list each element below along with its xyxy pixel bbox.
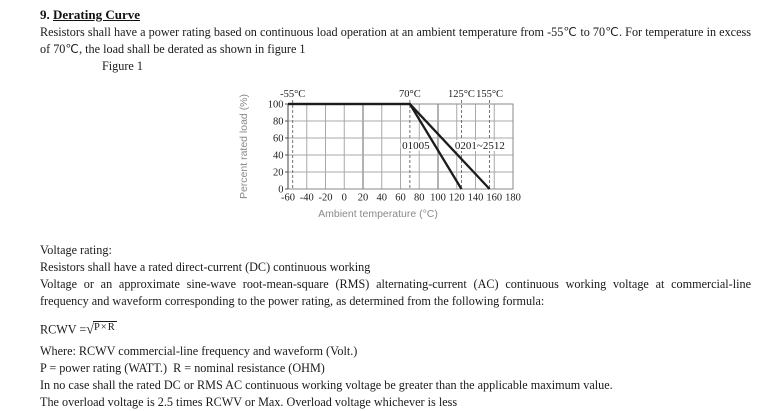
voltage-rating-paragraph: Voltage or an approximate sine-wave root-mean-square (RMS) alternating-current (AC) continuous working voltage at commercial-line frequency and waveform corresponding to the power rating, as determined from the following formula: <box>40 277 751 308</box>
figure-caption: Figure 1 <box>102 59 143 73</box>
svg-text:-55°C: -55°C <box>280 89 306 100</box>
svg-text:Percent rated load (%): Percent rated load (%) <box>238 93 250 200</box>
svg-text:60: 60 <box>273 133 284 145</box>
voltage-rating-section <box>40 242 751 310</box>
formula-note-where: Where: RCWV commercial-line frequency and waveform (Volt.) <box>40 343 358 358</box>
svg-text:140: 140 <box>467 192 484 204</box>
svg-text:40: 40 <box>273 150 284 162</box>
svg-text:0201~2512: 0201~2512 <box>454 140 505 153</box>
svg-text:80: 80 <box>273 116 284 128</box>
svg-text:120: 120 <box>448 192 465 204</box>
section-title: Derating Curve <box>53 7 141 22</box>
rcwv-formula <box>40 318 751 341</box>
svg-text:0: 0 <box>341 192 347 204</box>
svg-text:155°C: 155°C <box>476 89 504 100</box>
section-number: 9. <box>40 7 50 22</box>
svg-text:-40: -40 <box>299 192 314 204</box>
derating-curve-chart <box>238 87 528 221</box>
svg-text:180: 180 <box>505 192 521 204</box>
svg-text:-60: -60 <box>281 192 295 204</box>
svg-text:20: 20 <box>273 167 284 179</box>
svg-text:-20: -20 <box>318 192 333 204</box>
svg-text:Ambient temperature (°C): Ambient temperature (°C) <box>318 208 438 220</box>
svg-text:20: 20 <box>357 192 369 204</box>
svg-text:60: 60 <box>395 192 406 204</box>
voltage-rating-label: Voltage rating: <box>40 243 112 257</box>
section-heading <box>40 6 751 24</box>
formula-note-max-voltage: In no case shall the rated DC or RMS AC continuous working voltage be greater than the applicable maximum value. <box>40 377 613 392</box>
svg-text:80: 80 <box>414 192 425 204</box>
svg-text:100: 100 <box>430 192 446 204</box>
formula-note-definitions: P = power rating (WATT.) R = nominal resistance (OHM) <box>40 360 325 375</box>
intro-paragraph: Resistors shall have a power rating based on continuous load operation at an ambient temperature from -55℃ to 70℃. For temperature in excess of 70℃, the load shall be derated as shown in figure 1 <box>40 25 751 56</box>
derating-chart-svg <box>238 87 528 221</box>
svg-text:01005: 01005 <box>402 140 430 153</box>
radical-sign: √ <box>86 322 94 338</box>
voltage-rating-line: Resistors shall have a rated direct-current (DC) continuous working <box>40 260 371 274</box>
formula-radicand: P×R <box>93 322 116 333</box>
svg-text:40: 40 <box>376 192 387 204</box>
svg-text:0: 0 <box>278 184 284 196</box>
svg-text:100: 100 <box>267 99 284 111</box>
formula-note-overload: The overload voltage is 2.5 times RCWV or Max. Overload voltage whichever is less <box>40 394 458 409</box>
svg-text:70°C: 70°C <box>399 89 421 100</box>
formula-lhs: RCWV = <box>40 322 87 337</box>
svg-text:125°C: 125°C <box>447 89 475 100</box>
svg-text:160: 160 <box>486 192 503 204</box>
